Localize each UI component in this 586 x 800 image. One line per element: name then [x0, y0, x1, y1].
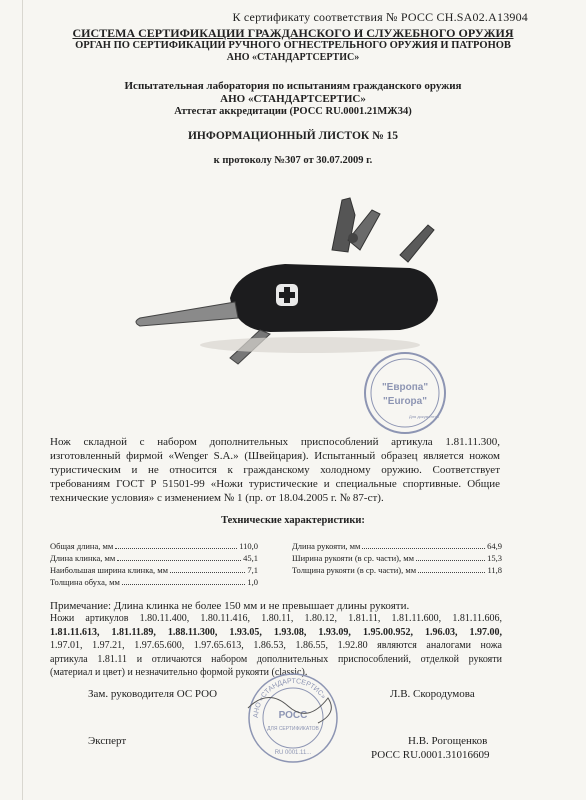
- protocol-reference: к протоколу №307 от 30.07.2009 г.: [213, 155, 373, 166]
- signatory-name: Л.В. Скородумова: [390, 688, 475, 700]
- spec-label: Длина клинка, мм: [50, 553, 116, 563]
- info-sheet-title: ИНФОРМАЦИОННЫЙ ЛИСТОК № 15: [187, 130, 399, 142]
- spec-label: Ширина рукояти (в ср. части), мм: [292, 553, 415, 563]
- description-line: туристическим и не относится к гражданскому холодному оружию. Соответствует: [50, 464, 500, 476]
- knife-upper-tool: [332, 198, 355, 252]
- specs-title: Технические характеристики:: [221, 515, 365, 526]
- articles-line: Ножи артикулов 1.80.11.400, 1.80.11.416, 1.80.11, 1.80.12, 1.81.11, 1.81.11.600, 1.81.11.606,: [50, 613, 502, 624]
- specs-right-column: [292, 540, 502, 576]
- spec-value: 110,0: [239, 541, 258, 551]
- accreditation: Аттестат аккредитации (РОСС RU.0001.21МЖ34): [174, 106, 412, 117]
- expert-label: Эксперт: [88, 735, 127, 747]
- stamp-europa-ru: "Европа": [381, 382, 429, 393]
- spec-value: 15,3: [487, 553, 502, 563]
- stamp-small-text: Для документов: [409, 414, 439, 419]
- organization-name: АНО «СТАНДАРТСЕРТИС»: [226, 52, 360, 63]
- scissors-pivot: [348, 233, 358, 243]
- signatory-position: Зам. руководителя ОС РОО: [88, 688, 218, 700]
- product-description: [50, 435, 500, 505]
- europa-stamp: [362, 350, 448, 436]
- expert-registration: РОСС RU.0001.31016609: [371, 749, 490, 761]
- system-title: СИСТЕМА СЕРТИФИКАЦИИ ГРАЖДАНСКОГО И СЛУЖЕБНОГО ОРУЖИЯ: [72, 26, 514, 40]
- description-line: изготовленный фирмой «Wenger S.A.» (Швейцария). Испытанный образец является ножом: [50, 450, 500, 462]
- spec-value: 64,9: [487, 541, 502, 551]
- spec-label: Общая длина, мм: [50, 541, 114, 551]
- spec-label: Толщина рукояти (в ср. части), мм: [292, 565, 417, 575]
- spec-value: 1,0: [247, 577, 258, 587]
- spec-row: [292, 552, 502, 564]
- articles-line: артикула 1.81.11 и отличаются набором дополнительных приспособлений, отделкой рукояти: [50, 653, 502, 665]
- laboratory-organization: АНО «СТАНДАРТСЕРТИС»: [220, 93, 366, 105]
- certificate-reference: К сертификату соответствия № РОСС CH.SA02.A13904: [232, 10, 528, 24]
- spec-row: [50, 540, 258, 552]
- knife-main-blade: [136, 302, 238, 326]
- stamp-europa-en: "Europa": [383, 396, 427, 407]
- articles-line: (материал и цвет) и незначительно формой рукояти (classic).: [50, 667, 308, 678]
- spec-value: 7,1: [247, 565, 258, 575]
- spec-value: 45,1: [243, 553, 258, 563]
- organization-stamp: [228, 668, 358, 768]
- spec-row: [292, 564, 502, 576]
- spec-label: Наибольшая ширина клинка, мм: [50, 565, 168, 575]
- description-line: технические условия» с изменением № 1 (пр. от 18.04.2005 г. № 87-ст).: [50, 492, 384, 504]
- spec-row: [292, 540, 502, 552]
- spec-row: [50, 576, 258, 588]
- expert-name: Н.В. Рогощенков: [408, 735, 488, 747]
- stamp-sub-text: ДЛЯ СЕРТИФИКАТОВ: [267, 726, 319, 732]
- knife-small-tool: [400, 225, 434, 262]
- description-line: Нож складной с набором дополнительных приспособлений артикула 1.81.11.300,: [50, 436, 500, 448]
- note: Примечание: Длина клинка не более 150 мм и не превышает длины рукояти.: [50, 600, 410, 612]
- articles-line: 1.81.11.613, 1.81.11.89, 1.88.11.300, 1.93.05, 1.93.08, 1.93.09, 1.95.00.952, 1.96.03, 1.97.00,: [50, 626, 502, 638]
- spec-row: [50, 552, 258, 564]
- organ-title: ОРГАН ПО СЕРТИФИКАЦИИ РУЧНОГО ОГНЕСТРЕЛЬНОГО ОРУЖИЯ И ПАТРОНОВ: [75, 40, 511, 51]
- description-line: требованиям ГОСТ Р 51501-99 «Ножи туристические и специальные спортивные. Общие: [50, 478, 500, 490]
- stamp-number: RU 0001.11...: [274, 750, 312, 756]
- spec-label: Толщина обуха, мм: [50, 577, 120, 587]
- laboratory-title: Испытательная лаборатория по испытаниям гражданского оружия: [124, 80, 462, 92]
- knife-handle: [230, 264, 438, 332]
- stamp-ring-text: АНО «СТАНДАРТСЕРТИС»: [252, 677, 327, 719]
- stamp-center-text: РОСС: [278, 710, 308, 721]
- scan-edge: [22, 0, 23, 800]
- spec-row: [50, 564, 258, 576]
- spec-value: 11,8: [487, 565, 502, 575]
- specs-left-column: [50, 540, 258, 588]
- spec-label: Длина рукояти, мм: [292, 541, 361, 551]
- articles-line: 1.97.01, 1.97.21, 1.97.65.600, 1.97.65.613, 1.86.53, 1.86.55, 1.92.80 являются аналогами ножа: [50, 640, 502, 651]
